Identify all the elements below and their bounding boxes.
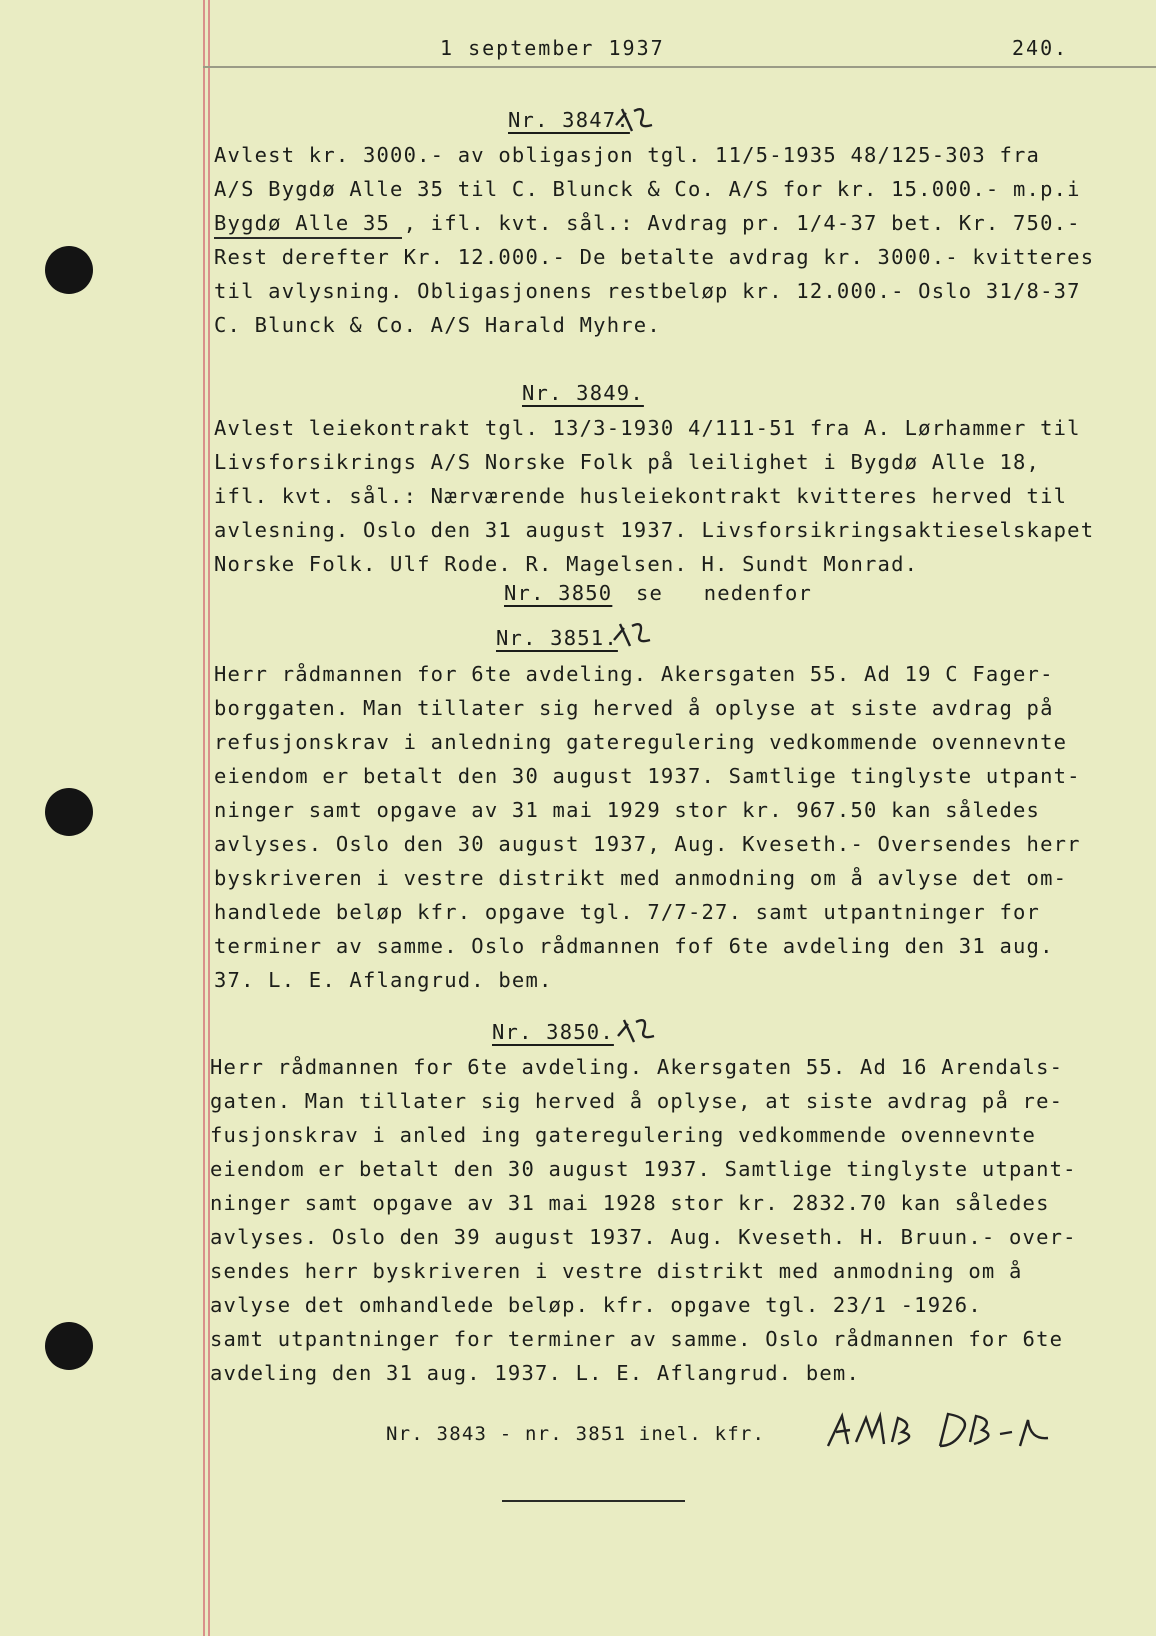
margin-rule-right <box>208 0 210 1636</box>
binder-hole-bottom <box>45 1322 93 1370</box>
entry-number-3849: Nr. 3849. <box>522 381 644 405</box>
entry-3851-line-8: handlede beløp kfr. opgave tgl. 7/7-27. samt utpantninger for <box>214 900 1041 924</box>
closing-reference: Nr. 3843 - nr. 3851 inel. kfr. <box>386 1423 766 1445</box>
entry-number-3850: Nr. 3850. <box>492 1020 614 1044</box>
entry-3850-line-4: eiendom er betalt den 30 august 1937. Samtlige tinglyste utpant- <box>210 1157 1077 1181</box>
entry-3851-line-10: 37. L. E. Aflangrud. bem. <box>214 968 553 992</box>
entry-3847-line-2: A/S Bygdø Alle 35 til C. Blunck & Co. A/S for kr. 15.000.- m.p.i <box>214 177 1081 201</box>
closing-rule <box>502 1500 685 1502</box>
handwritten-initials <box>822 1402 1072 1464</box>
underline-bygdo-alle <box>214 237 402 239</box>
entry-3850-line-9: samt utpantninger for terminer av samme. Oslo rådmannen for 6te <box>210 1327 1064 1351</box>
entry-3851-line-6: avlyses. Oslo den 30 august 1937, Aug. Kveseth.- Oversendes herr <box>214 832 1081 856</box>
entry-3850-line-2: gaten. Man tillater sig herved å oplyse, at siste avdrag på re- <box>210 1089 1064 1113</box>
entry-3851-line-4: eiendom er betalt den 30 august 1937. Samtlige tinglyste utpant- <box>214 764 1081 788</box>
entry-3849-line-2: Livsforsikrings A/S Norske Folk på leilighet i Bygdø Alle 18, <box>214 450 1041 474</box>
page-number: 240. <box>1012 36 1069 60</box>
binder-hole-top <box>45 246 93 294</box>
binder-hole-middle <box>45 788 93 836</box>
entry-3851-line-9: terminer av samme. Oslo rådmannen fof 6te avdeling den 31 aug. <box>214 934 1054 958</box>
entry-3847-line-5: til avlysning. Obligasjonens restbeløp kr. 12.000.- Oslo 31/8-37 <box>214 279 1081 303</box>
margin-rule-left <box>203 0 205 1636</box>
entry-number-3847: Nr. 3847. <box>508 108 630 132</box>
entry-3851-line-1: Herr rådmannen for 6te avdeling. Akersgaten 55. Ad 19 C Fager- <box>214 662 1054 686</box>
entry-3849-line-4: avlesning. Oslo den 31 august 1937. Livsforsikringsaktieselskapet <box>214 518 1095 542</box>
entry-3850-line-1: Herr rådmannen for 6te avdeling. Akersgaten 55. Ad 16 Arendals- <box>210 1055 1064 1079</box>
checkmark-icon <box>614 1014 664 1048</box>
entry-3849-line-5: Norske Folk. Ulf Rode. R. Magelsen. H. Sundt Monrad. <box>214 552 919 576</box>
entry-3851-line-2: borggaten. Man tillater sig herved å oplyse at siste avdrag på <box>214 696 1054 720</box>
checkmark-icon <box>612 103 662 137</box>
entry-number-3850-ref: Nr. 3850 <box>504 581 613 605</box>
entry-3849-line-1: Avlest leiekontrakt tgl. 13/3-1930 4/111-51 fra A. Lørhammer til <box>214 416 1081 440</box>
entry-3850-line-6: avlyses. Oslo den 39 august 1937. Aug. Kveseth. H. Bruun.- over- <box>210 1225 1077 1249</box>
entry-3849-line-3: ifl. kvt. sål.: Nærværende husleiekontrakt kvitteres herved til <box>214 484 1068 508</box>
entry-3851-line-3: refusjonskrav i anledning gateregulering vedkommende ovennevnte <box>214 730 1068 754</box>
entry-3850-line-8: avlyse det omhandlede beløp. kfr. opgave tgl. 23/1 -1926. <box>210 1293 982 1317</box>
entry-3850-line-5: ninger samt opgave av 31 mai 1928 stor kr. 2832.70 kan således <box>210 1191 1050 1215</box>
entry-3847-line-6: C. Blunck & Co. A/S Harald Myhre. <box>214 313 661 337</box>
entry-3850-line-3: fusjonskrav i anled ing gateregulering vedkommende ovennevnte <box>210 1123 1037 1147</box>
entry-3851-line-5: ninger samt opgave av 31 mai 1929 stor kr. 967.50 kan således <box>214 798 1041 822</box>
entry-3851-line-7: byskriveren i vestre distrikt med anmodning om å avlyse det om- <box>214 866 1068 890</box>
entry-3847-line-4: Rest derefter Kr. 12.000.- De betalte avdrag kr. 3000.- kvitteres <box>214 245 1095 269</box>
entry-number-3851: Nr. 3851. <box>496 626 618 650</box>
checkmark-icon <box>610 618 660 652</box>
entry-3847-line-1: Avlest kr. 3000.- av obligasjon tgl. 11/5-1935 48/125-303 fra <box>214 143 1041 167</box>
entry-3850-line-7: sendes herr byskriveren i vestre distrikt med anmodning om å <box>210 1259 1023 1283</box>
entry-3847-line-3: Bygdø Alle 35 , ifl. kvt. sål.: Avdrag pr. 1/4-37 bet. Kr. 750.- <box>214 211 1081 235</box>
header-rule <box>203 66 1156 68</box>
page-date: 1 september 1937 <box>440 36 665 60</box>
entry-3850-line-10: avdeling den 31 aug. 1937. L. E. Aflangrud. bem. <box>210 1361 861 1385</box>
entry-3850-ref-note: se nedenfor <box>636 581 813 605</box>
